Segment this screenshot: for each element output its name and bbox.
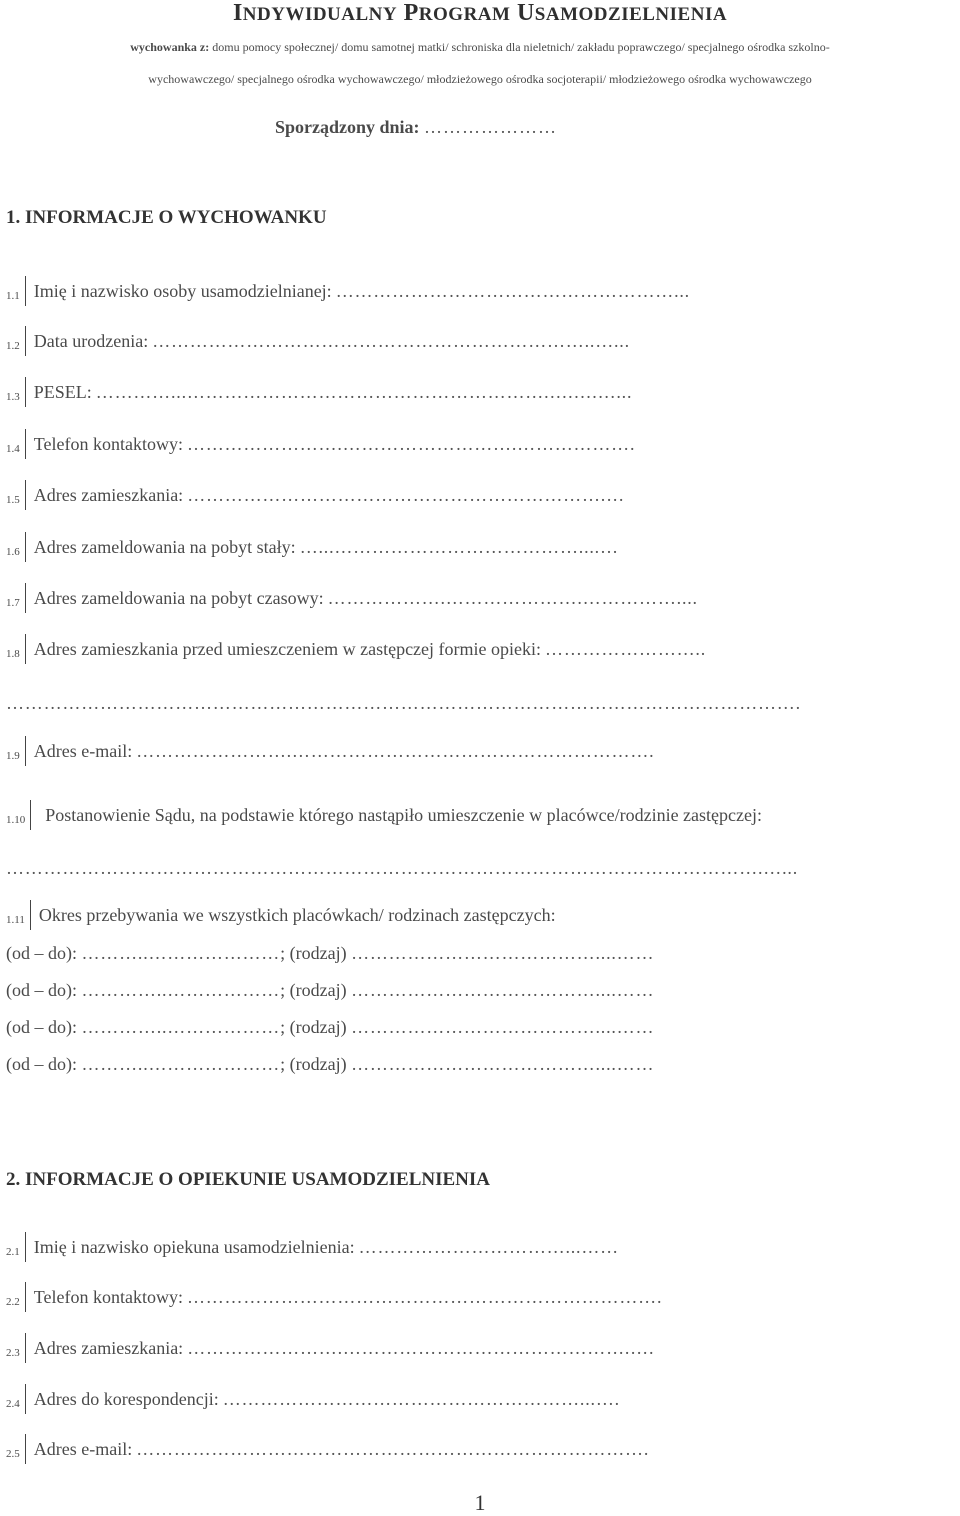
period-dates-fill[interactable]: ………..………………… <box>81 1054 281 1074</box>
fill-1-2[interactable]: ……………………………………………………………..…... <box>152 330 630 351</box>
field-1-8: 1.8 Adres zamieszkania przed umieszczeniem w zastępczej formie opieki: …………………….. <box>6 634 936 664</box>
field-1-5: 1.5 Adres zamieszkania: ………………………………………………………….… <box>6 480 936 510</box>
fill-2-3[interactable]: …………………….……………………………………….…. <box>187 1337 655 1358</box>
field-1-3: 1.3 PESEL: …………...………………………………………………….….….…... <box>6 377 936 407</box>
field-1-1: 1.1 Imię i nazwisko osoby usamodzielnianej: ………………………………………………... <box>6 276 936 306</box>
period-type-fill[interactable]: …………………………………....…… <box>351 980 655 1000</box>
ward-line-2: wychowawczego/ specjalnego ośrodka wychowawczego/ młodzieżowego ośrodka socjoterapii/ młodzieżowego ośrodka wychowawczego <box>148 72 812 86</box>
field-1-4: 1.4 Telefon kontaktowy: …………………….……………………….………………. <box>6 429 936 459</box>
document-title: INDYWIDUALNY PROGRAM USAMODZIELNIENIA <box>232 0 728 26</box>
date-fill[interactable]: ………………… <box>424 117 558 137</box>
section-2-heading: 2. INFORMACJE O OPIEKUNIE USAMODZIELNIENIA <box>6 1169 491 1190</box>
ward-line-1: wychowanka z: domu pomocy społecznej/ domu samotnej matki/ schroniska dla nieletnich/ zakładu poprawczego/ specjalnego ośrodka szkolno- <box>130 40 830 54</box>
fill-2-4[interactable]: …………………………………………………...…. <box>222 1388 620 1409</box>
field-1-11: 1.11 Okres przebywania we wszystkich placówkach/ rodzinach zastępczych: <box>6 900 936 930</box>
field-2-4: 2.4 Adres do korespondencji: …………………………………………………...…. <box>6 1384 936 1414</box>
period-type-fill[interactable]: …………………………………....…… <box>351 1017 655 1037</box>
field-2-2: 2.2 Telefon kontaktowy: …………………………………………………………………. <box>6 1282 936 1312</box>
page-number: 1 <box>474 1490 486 1515</box>
field-1-2: 1.2 Data urodzenia: ……………………………………………………………..…... <box>6 326 936 356</box>
period-dates-fill[interactable]: …………..……………… <box>81 1017 281 1037</box>
fill-1-9[interactable]: …………………….…………………………………………………. <box>136 740 655 761</box>
field-1-10: 1.10 Postanowienie Sądu, na podstawie którego nastąpiło umieszczenie w placówce/rodzinie zastępczej: <box>6 800 946 830</box>
field-2-1: 2.1 Imię i nazwisko opiekuna usamodzielnienia: ……………………………...…… <box>6 1232 936 1262</box>
date-field: Sporządzony dnia: ………………… <box>275 117 558 137</box>
period-row: (od – do): ………..…………………; (rodzaj) …………………………………....…… <box>6 1054 655 1074</box>
fill-1-1[interactable]: ………………………………………………... <box>335 280 690 301</box>
fill-1-8[interactable]: …………………….. <box>545 638 707 659</box>
period-row: (od – do): …………..………………; (rodzaj) …………………………………....…… <box>6 1017 655 1037</box>
period-row: (od – do): …………..………………; (rodzaj) …………………………………....…… <box>6 980 655 1000</box>
period-dates-fill[interactable]: …………..……………… <box>81 980 281 1000</box>
fill-1-5[interactable]: ………………………………………………………….… <box>187 484 625 505</box>
fill-1-4[interactable]: …………………….……………………….………………. <box>186 433 636 454</box>
fill-1-8-continued[interactable]: ………………………………………………………………………………………………………………. <box>6 693 801 713</box>
fill-2-2[interactable]: …………………………………………………………………. <box>186 1286 663 1307</box>
fill-2-1[interactable]: ……………………………...…… <box>358 1236 619 1257</box>
section-1-heading: 1. INFORMACJE O WYCHOWANKU <box>6 207 327 228</box>
fill-1-7[interactable]: ……………….………………….…………….... <box>327 587 698 608</box>
fill-1-6[interactable]: …...…………………………………....… <box>299 536 619 557</box>
field-1-9: 1.9 Adres e-mail: …………………….…………………………………………………. <box>6 736 936 766</box>
fill-1-10[interactable]: ………………………………………………………………………………………………………….…... <box>6 858 798 878</box>
field-1-7: 1.7 Adres zameldowania na pobyt czasowy: ……………….………………….…………….... <box>6 583 936 613</box>
field-2-5: 2.5 Adres e-mail: ………………………………………………………………………. <box>6 1434 936 1464</box>
field-2-3: 2.3 Adres zamieszkania: …………………….……………………………………….…. <box>6 1333 936 1363</box>
fill-1-3[interactable]: …………...………………………………………………….….….…... <box>95 381 633 402</box>
field-1-6: 1.6 Adres zameldowania na pobyt stały: …...…………………………………....… <box>6 532 936 562</box>
period-row: (od – do): ………..…………………; (rodzaj) …………………………………....…… <box>6 943 655 963</box>
period-type-fill[interactable]: …………………………………....…… <box>351 943 655 963</box>
period-type-fill[interactable]: …………………………………....…… <box>351 1054 655 1074</box>
fill-2-5[interactable]: ………………………………………………………………………. <box>136 1438 650 1459</box>
period-dates-fill[interactable]: ………..………………… <box>81 943 281 963</box>
